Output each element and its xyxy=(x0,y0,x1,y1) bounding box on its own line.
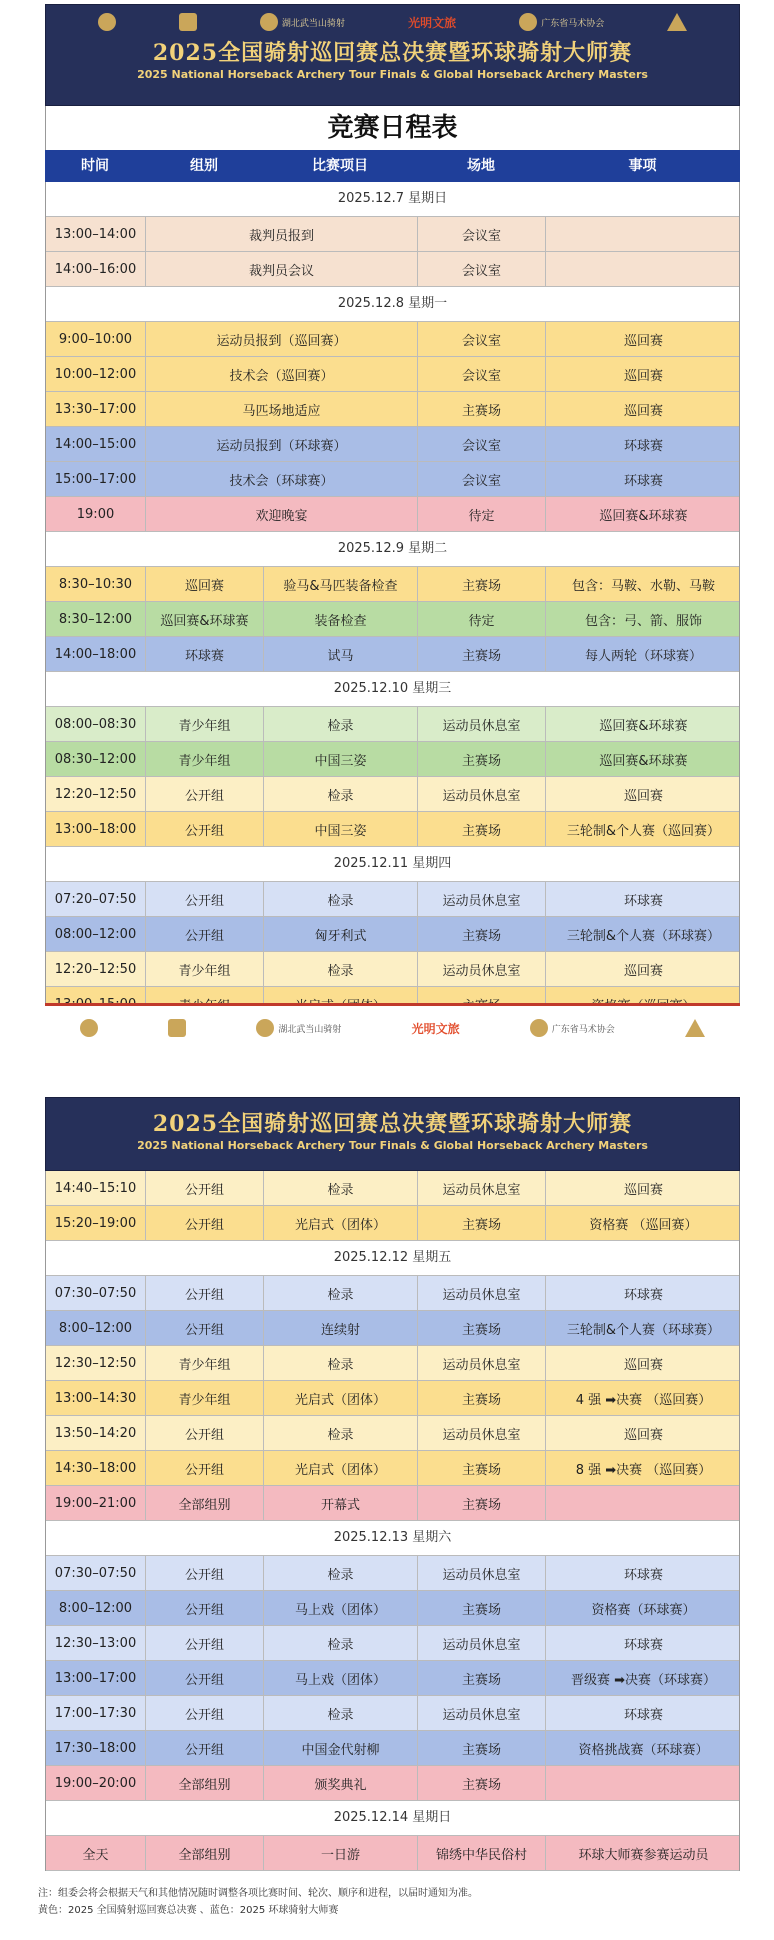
table-row xyxy=(46,1766,739,1801)
cell-event: 检录 xyxy=(264,1416,418,1450)
date-heading: 2025.12.12 星期五 xyxy=(46,1241,739,1276)
cell-venue: 运动员休息室 xyxy=(418,1696,546,1730)
cell-venue: 主赛场 xyxy=(418,1661,546,1695)
table-row xyxy=(46,322,739,357)
table-row xyxy=(46,1556,739,1591)
table-row xyxy=(46,1731,739,1766)
cell-venue: 主赛场 xyxy=(418,812,546,846)
footer-sponsor-logos xyxy=(45,1003,740,1050)
cell-time: 12:30–12:50 xyxy=(46,1346,146,1380)
sponsor-logo xyxy=(260,13,345,31)
col-group: 组别 xyxy=(190,158,218,174)
cell-time: 14:00–18:00 xyxy=(46,637,146,671)
triangle-logo-icon xyxy=(685,1019,705,1037)
cell-note: 三轮制&个人赛（环球赛） xyxy=(566,928,721,944)
emblem-icon xyxy=(519,13,537,31)
cell-group: 公开组 xyxy=(146,882,264,916)
cell-event: 检录 xyxy=(264,952,418,986)
cell-time: 17:30–18:00 xyxy=(46,1731,146,1765)
table-row xyxy=(46,1311,739,1346)
seal-icon xyxy=(256,1019,274,1037)
cell-time: 07:30–07:50 xyxy=(46,1556,146,1590)
cell-time: 07:30–07:50 xyxy=(46,1276,146,1310)
cell-event: 连续射 xyxy=(264,1311,418,1345)
cell-event: 装备检查 xyxy=(264,602,418,636)
cell-venue: 运动员休息室 xyxy=(418,1276,546,1310)
cell-event: 中国三姿 xyxy=(264,742,418,776)
cell-event: 马上戏（团体） xyxy=(264,1661,418,1695)
table-row xyxy=(46,602,739,637)
schedule-panel-2 xyxy=(45,1097,740,1877)
cell-venue: 主赛场 xyxy=(418,1206,546,1240)
sponsor-logo xyxy=(256,1019,341,1037)
table-row xyxy=(46,1451,739,1486)
cell-group: 青少年组 xyxy=(146,742,264,776)
cell-note: 环球大师赛参赛运动员 xyxy=(578,1847,709,1863)
cell-event: 检录 xyxy=(264,1696,418,1730)
cell-note: 8 强 ➡决赛 （巡回赛） xyxy=(575,1462,712,1478)
cell-group: 公开组 xyxy=(146,1206,264,1240)
event-subtitle: 2025 National Horseback Archery Tour Finals & Global Horseback Archery Masters xyxy=(137,1139,648,1152)
cell-group: 公开组 xyxy=(146,1171,264,1205)
cell-event: 一日游 xyxy=(264,1836,418,1870)
cell-event: 检录 xyxy=(264,1626,418,1660)
cell-time: 12:20–12:50 xyxy=(46,777,146,811)
cell-note: 三轮制&个人赛（巡回赛） xyxy=(566,823,721,839)
sponsor-logo xyxy=(685,1019,705,1037)
logo-text: 湖北武当山骑射 xyxy=(278,1024,342,1035)
cell-note: 环球赛 xyxy=(623,1637,663,1653)
cell-venue: 主赛场 xyxy=(418,1591,546,1625)
schedule-table xyxy=(45,182,740,1022)
sponsor-logo xyxy=(80,1019,98,1037)
cell-group: 全部组别 xyxy=(146,1486,264,1520)
cell-venue: 运动员休息室 xyxy=(418,1346,546,1380)
cell-group: 公开组 xyxy=(146,1311,264,1345)
cell-group: 公开组 xyxy=(146,1591,264,1625)
table-row xyxy=(46,1346,739,1381)
cell-venue: 会议室 xyxy=(418,462,546,496)
table-row xyxy=(46,1486,739,1521)
date-heading: 2025.12.10 星期三 xyxy=(46,672,739,707)
cell-group: 环球赛 xyxy=(146,637,264,671)
cell-event: 检录 xyxy=(264,707,418,741)
event-subtitle: 2025 National Horseback Archery Tour Finals & Global Horseback Archery Masters xyxy=(137,68,648,81)
cell-venue: 运动员休息室 xyxy=(418,1416,546,1450)
cell-note: 资格挑战赛（环球赛） xyxy=(578,1742,709,1758)
cell-note: 环球赛 xyxy=(623,1287,663,1303)
cell-note: 巡回赛 xyxy=(623,1357,663,1373)
cell-venue: 运动员休息室 xyxy=(418,1556,546,1590)
cell-event: 运动员报到（巡回赛） xyxy=(146,322,418,356)
cell-time: 15:20–19:00 xyxy=(46,1206,146,1240)
cell-venue: 运动员休息室 xyxy=(418,952,546,986)
cell-note: 三轮制&个人赛（环球赛） xyxy=(566,1322,721,1338)
date-heading: 2025.12.11 星期四 xyxy=(46,847,739,882)
cell-event: 检录 xyxy=(264,1556,418,1590)
cell-note: 巡回赛&环球赛 xyxy=(599,753,688,769)
cell-note: 4 强 ➡决赛 （巡回赛） xyxy=(575,1392,712,1408)
cell-time: 13:00–14:30 xyxy=(46,1381,146,1415)
sponsor-logo xyxy=(98,13,116,31)
brand-logo: 光明文旅 xyxy=(411,1021,460,1036)
col-time: 时间 xyxy=(81,158,109,174)
date-heading: 2025.12.9 星期二 xyxy=(46,532,739,567)
cell-event: 中国三姿 xyxy=(264,812,418,846)
cell-venue: 会议室 xyxy=(418,217,546,251)
table-row xyxy=(46,707,739,742)
cell-note: 包含：马鞍、水勒、马鞍 xyxy=(571,578,715,594)
table-row xyxy=(46,742,739,777)
cell-time: 12:20–12:50 xyxy=(46,952,146,986)
cell-time: 07:20–07:50 xyxy=(46,882,146,916)
logo-text: 广东省马术协会 xyxy=(551,1024,615,1035)
cell-note xyxy=(546,252,741,286)
cell-event: 欢迎晚宴 xyxy=(146,497,418,531)
cell-group: 青少年组 xyxy=(146,1381,264,1415)
cell-group: 全部组别 xyxy=(146,1766,264,1800)
date-heading: 2025.12.8 星期一 xyxy=(46,287,739,322)
cell-note: 晋级赛 ➡决赛（环球赛） xyxy=(570,1672,717,1688)
cell-note: 巡回赛 xyxy=(623,1427,663,1443)
cell-venue: 会议室 xyxy=(418,322,546,356)
table-row xyxy=(46,1206,739,1241)
footnote-line: 注：组委会将会根据天气和其他情况随时调整各项比赛时间、轮次、顺序和进程，以届时通知为准。 xyxy=(38,1888,478,1899)
table-row xyxy=(46,1696,739,1731)
logo-text: 广东省马术协会 xyxy=(541,18,605,29)
cell-group: 公开组 xyxy=(146,777,264,811)
logo-text: 湖北武当山骑射 xyxy=(281,18,345,29)
cell-venue: 主赛场 xyxy=(418,742,546,776)
table-row xyxy=(46,952,739,987)
cell-note: 环球赛 xyxy=(623,473,663,489)
table-row xyxy=(46,777,739,812)
page-title: 竞赛日程表 xyxy=(45,106,740,150)
cell-event: 颁奖典礼 xyxy=(264,1766,418,1800)
col-note: 事项 xyxy=(628,158,657,174)
cell-time: 14:30–18:00 xyxy=(46,1451,146,1485)
cell-time: 19:00–20:00 xyxy=(46,1766,146,1800)
cell-time: 13:50–14:20 xyxy=(46,1416,146,1450)
cell-event: 裁判员报到 xyxy=(146,217,418,251)
cell-venue: 主赛场 xyxy=(418,1311,546,1345)
table-row xyxy=(46,357,739,392)
schedule-table xyxy=(45,1171,740,1871)
emblem-icon xyxy=(530,1019,548,1037)
cell-note: 巡回赛 xyxy=(623,368,663,384)
table-row xyxy=(46,567,739,602)
cell-venue: 运动员休息室 xyxy=(418,882,546,916)
banner-header xyxy=(45,1097,740,1171)
date-heading: 2025.12.7 星期日 xyxy=(46,182,739,217)
cell-time: 08:30–12:00 xyxy=(46,742,146,776)
cell-time: 全天 xyxy=(46,1836,146,1870)
cell-note: 环球赛 xyxy=(623,438,663,454)
cell-time: 08:00–12:00 xyxy=(46,917,146,951)
cell-event: 马匹场地适应 xyxy=(146,392,418,426)
cell-note: 环球赛 xyxy=(623,893,663,909)
table-row xyxy=(46,637,739,672)
cell-venue: 运动员休息室 xyxy=(418,777,546,811)
cell-event: 检录 xyxy=(264,777,418,811)
cell-note: 资格赛 （巡回赛） xyxy=(589,1217,698,1233)
col-venue: 场地 xyxy=(467,158,495,174)
cell-note: 巡回赛 xyxy=(623,788,663,804)
table-row xyxy=(46,497,739,532)
schedule-panel-1 xyxy=(45,4,740,1050)
cell-venue: 会议室 xyxy=(418,357,546,391)
cell-time: 13:00–18:00 xyxy=(46,812,146,846)
cell-event: 中国金代射柳 xyxy=(264,1731,418,1765)
cell-venue: 主赛场 xyxy=(418,637,546,671)
horse-icon xyxy=(168,1019,186,1037)
cell-group: 全部组别 xyxy=(146,1836,264,1870)
cell-group: 公开组 xyxy=(146,917,264,951)
cell-time: 9:00–10:00 xyxy=(46,322,146,356)
cell-venue: 运动员休息室 xyxy=(418,1626,546,1660)
cell-venue: 主赛场 xyxy=(418,1381,546,1415)
event-title: 2025全国骑射巡回赛总决赛暨环球骑射大师赛 xyxy=(152,1111,633,1137)
cell-venue: 主赛场 xyxy=(418,917,546,951)
cell-event: 光启式（团体） xyxy=(264,1381,418,1415)
table-row xyxy=(46,462,739,497)
brand-logo: 光明文旅 xyxy=(408,15,457,30)
table-row xyxy=(46,812,739,847)
cell-time: 8:30–10:30 xyxy=(46,567,146,601)
cell-venue: 主赛场 xyxy=(418,1486,546,1520)
cell-event: 光启式（团体） xyxy=(264,1206,418,1240)
cell-note: 巡回赛 xyxy=(623,1182,663,1198)
cell-note: 包含：弓、箭、服饰 xyxy=(584,613,702,629)
date-heading: 2025.12.13 星期六 xyxy=(46,1521,739,1556)
event-title: 2025全国骑射巡回赛总决赛暨环球骑射大师赛 xyxy=(152,40,633,66)
cell-note: 每人两轮（环球赛） xyxy=(584,648,702,664)
footnote xyxy=(38,1885,738,1919)
cell-group: 公开组 xyxy=(146,1416,264,1450)
cell-time: 8:00–12:00 xyxy=(46,1311,146,1345)
cell-event: 运动员报到（环球赛） xyxy=(146,427,418,461)
cell-group: 公开组 xyxy=(146,1276,264,1310)
cell-time: 13:00–14:00 xyxy=(46,217,146,251)
cell-note: 巡回赛 xyxy=(623,333,663,349)
sponsor-logos xyxy=(46,5,739,39)
cell-time: 15:00–17:00 xyxy=(46,462,146,496)
cell-group: 公开组 xyxy=(146,1731,264,1765)
cell-note xyxy=(546,217,741,251)
table-row xyxy=(46,1661,739,1696)
cell-note: 巡回赛&环球赛 xyxy=(599,508,688,524)
table-row xyxy=(46,1416,739,1451)
sponsor-logo xyxy=(530,1019,615,1037)
cell-venue: 主赛场 xyxy=(418,392,546,426)
cell-time: 13:00–17:00 xyxy=(46,1661,146,1695)
cell-group: 公开组 xyxy=(146,1696,264,1730)
seal-icon xyxy=(98,13,116,31)
table-header xyxy=(45,150,740,182)
cell-venue: 主赛场 xyxy=(418,1451,546,1485)
cell-group: 青少年组 xyxy=(146,952,264,986)
cell-group: 巡回赛&环球赛 xyxy=(146,602,264,636)
table-row xyxy=(46,217,739,252)
cell-event: 技术会（环球赛） xyxy=(146,462,418,496)
date-heading: 2025.12.14 星期日 xyxy=(46,1801,739,1836)
cell-group: 公开组 xyxy=(146,1661,264,1695)
cell-group: 公开组 xyxy=(146,1626,264,1660)
cell-venue: 运动员休息室 xyxy=(418,1171,546,1205)
cell-event: 检录 xyxy=(264,1276,418,1310)
cell-time: 14:00–15:00 xyxy=(46,427,146,461)
cell-group: 青少年组 xyxy=(146,1346,264,1380)
cell-time: 17:00–17:30 xyxy=(46,1696,146,1730)
cell-note: 资格赛（环球赛） xyxy=(591,1602,696,1618)
cell-group: 公开组 xyxy=(146,812,264,846)
table-row xyxy=(46,1626,739,1661)
cell-group: 公开组 xyxy=(146,1556,264,1590)
cell-note: 巡回赛 xyxy=(623,963,663,979)
cell-time: 8:00–12:00 xyxy=(46,1591,146,1625)
cell-time: 12:30–13:00 xyxy=(46,1626,146,1660)
table-row xyxy=(46,882,739,917)
cell-note: 环球赛 xyxy=(623,1567,663,1583)
cell-time: 8:30–12:00 xyxy=(46,602,146,636)
cell-event: 光启式（团体） xyxy=(264,1451,418,1485)
cell-venue: 运动员休息室 xyxy=(418,707,546,741)
cell-venue: 主赛场 xyxy=(418,567,546,601)
table-row xyxy=(46,1276,739,1311)
banner-header xyxy=(45,4,740,106)
table-row xyxy=(46,1171,739,1206)
cell-event: 检录 xyxy=(264,882,418,916)
cell-group: 公开组 xyxy=(146,1451,264,1485)
cell-event: 匈牙利式 xyxy=(264,917,418,951)
cell-event: 裁判员会议 xyxy=(146,252,418,286)
cell-venue: 待定 xyxy=(418,497,546,531)
cell-note xyxy=(546,1766,741,1800)
cell-time: 08:00–08:30 xyxy=(46,707,146,741)
cell-note: 巡回赛 xyxy=(623,403,663,419)
sponsor-logo xyxy=(179,13,197,31)
table-row xyxy=(46,1381,739,1416)
cell-event: 检录 xyxy=(264,1171,418,1205)
cell-venue: 主赛场 xyxy=(418,1731,546,1765)
cell-event: 技术会（巡回赛） xyxy=(146,357,418,391)
table-row xyxy=(46,392,739,427)
cell-event: 开幕式 xyxy=(264,1486,418,1520)
cell-note: 环球赛 xyxy=(623,1707,663,1723)
cell-venue: 待定 xyxy=(418,602,546,636)
cell-venue: 会议室 xyxy=(418,252,546,286)
cell-time: 19:00–21:00 xyxy=(46,1486,146,1520)
cell-venue: 主赛场 xyxy=(418,1766,546,1800)
footnote-legend: 黄色：2025 全国骑射巡回赛总决赛 、蓝色：2025 环球骑射大师赛 xyxy=(38,1905,339,1916)
triangle-logo-icon xyxy=(667,13,687,31)
cell-event: 马上戏（团体） xyxy=(264,1591,418,1625)
table-row xyxy=(46,1836,739,1871)
table-row xyxy=(46,252,739,287)
sponsor-logo xyxy=(667,13,687,31)
cell-event: 检录 xyxy=(264,1346,418,1380)
sponsor-logo xyxy=(168,1019,186,1037)
cell-note: 巡回赛&环球赛 xyxy=(599,718,688,734)
seal-icon xyxy=(260,13,278,31)
cell-time: 14:40–15:10 xyxy=(46,1171,146,1205)
seal-icon xyxy=(80,1019,98,1037)
col-event: 比赛项目 xyxy=(312,158,368,174)
table-row xyxy=(46,427,739,462)
sponsor-logo xyxy=(519,13,604,31)
horse-icon xyxy=(179,13,197,31)
cell-time: 10:00–12:00 xyxy=(46,357,146,391)
cell-event: 验马&马匹装备检查 xyxy=(264,567,418,601)
cell-event: 试马 xyxy=(264,637,418,671)
cell-time: 13:30–17:00 xyxy=(46,392,146,426)
cell-time: 14:00–16:00 xyxy=(46,252,146,286)
table-row xyxy=(46,917,739,952)
cell-group: 巡回赛 xyxy=(146,567,264,601)
cell-note xyxy=(546,1486,741,1520)
cell-group: 青少年组 xyxy=(146,707,264,741)
table-row xyxy=(46,1591,739,1626)
cell-venue: 会议室 xyxy=(418,427,546,461)
cell-time: 19:00 xyxy=(46,497,146,531)
cell-venue: 锦绣中华民俗村 xyxy=(418,1836,546,1870)
